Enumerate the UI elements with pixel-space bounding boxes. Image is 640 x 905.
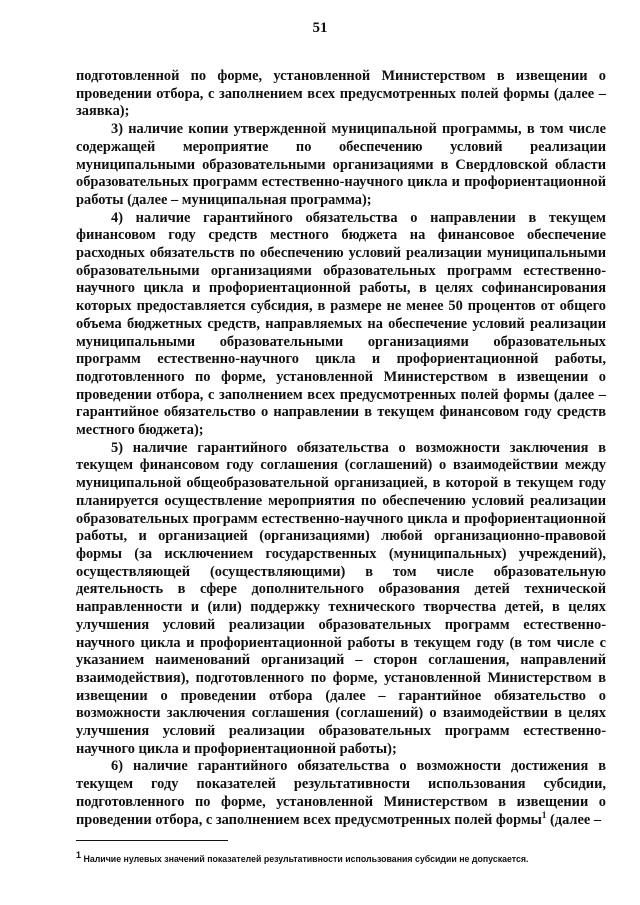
paragraph-item-6-text: 6) наличие гарантийного обязательства о возможности достижения в текущем году показателей результативности использования субсидии, подготовленного по форме, установленной Министерством в извещении о проведении отбора, с заполнением всех предусмотренных полей формы: [76, 758, 606, 828]
body-text: [76, 68, 606, 829]
paragraph-item-4: 4) наличие гарантийного обязательства о направлении в текущем финансовом году средств местного бюджета на финансовое обеспечение расходных обязательств по обеспечению условий реализации муниципальными образовательными организациями образовательных программ естественно-научного цикла и профориентационной работы, в целях софинансирования которых предоставляется субсидия, в размере не менее 50 процентов от общего объема бюджетных средств, направляемых на обеспечение условий реализации муниципальными образовательными организациями образовательных программ естественно-научного цикла и профориентационной работы, подготовленного по форме, установленной Министерством в извещении о проведении отбора, с заполнением всех предусмотренных полей формы (далее – гарантийное обязательство о направлении в текущем финансовом году средств местного бюджета);: [76, 209, 606, 439]
footnote-mark: 1: [76, 850, 82, 861]
paragraph-item-5: 5) наличие гарантийного обязательства о возможности заключения в текущем финансовом году соглашения (соглашений) о взаимодействии между муниципальной общеобразовательной организацией, в которой в текущем году планируется осуществление мероприятия по обеспечению условий реализации образовательных программ естественно-научного цикла и профориентационной работы, и организацией (организациями) любой организационно-правовой формы (за исключением государственных (муниципальных) учреждений), осуществляющей (осуществляющими) в том числе образовательную деятельность в сфере дополнительного образования детей технической направленности и (или) поддержку технического творчества детей, в целях улучшения условий реализации образовательных программ естественно-научного цикла и профориентационной работы в текущем году (в том числе с указанием наименований организаций – сторон соглашения, направлений взаимодействия), подготовленного по форме, установленной Министерством в извещении о проведении отбора (далее – гарантийное обязательство о возможности заключения соглашения (соглашений) о взаимодействии в целях улучшения условий реализации образовательных программ естественно-научного цикла и профориентационной работы);: [76, 439, 606, 757]
paragraph-item-3: 3) наличие копии утвержденной муниципальной программы, в том числе содержащей мероприятие по обеспечению условий реализации муниципальными образовательными организациями в Свердловской области образовательных программ естественно-научного цикла и профориентационной работы (далее – муниципальная программа);: [76, 121, 606, 208]
paragraph-item-6: [76, 758, 606, 829]
footnote-text: Наличие нулевых значений показателей результативности использования субсидии не допускается.: [81, 854, 529, 864]
paragraph-item-6-tail: (далее –: [546, 811, 602, 828]
paragraph-continuation: подготовленной по форме, установленной Министерством в извещении о проведении отбора, с заполнением всех предусмотренных полей формы (далее – заявка);: [76, 68, 606, 120]
page-number: 51: [312, 20, 328, 36]
footnote: [76, 850, 606, 865]
footnote-separator: [76, 840, 228, 841]
footnote-reference: 1: [541, 809, 547, 820]
